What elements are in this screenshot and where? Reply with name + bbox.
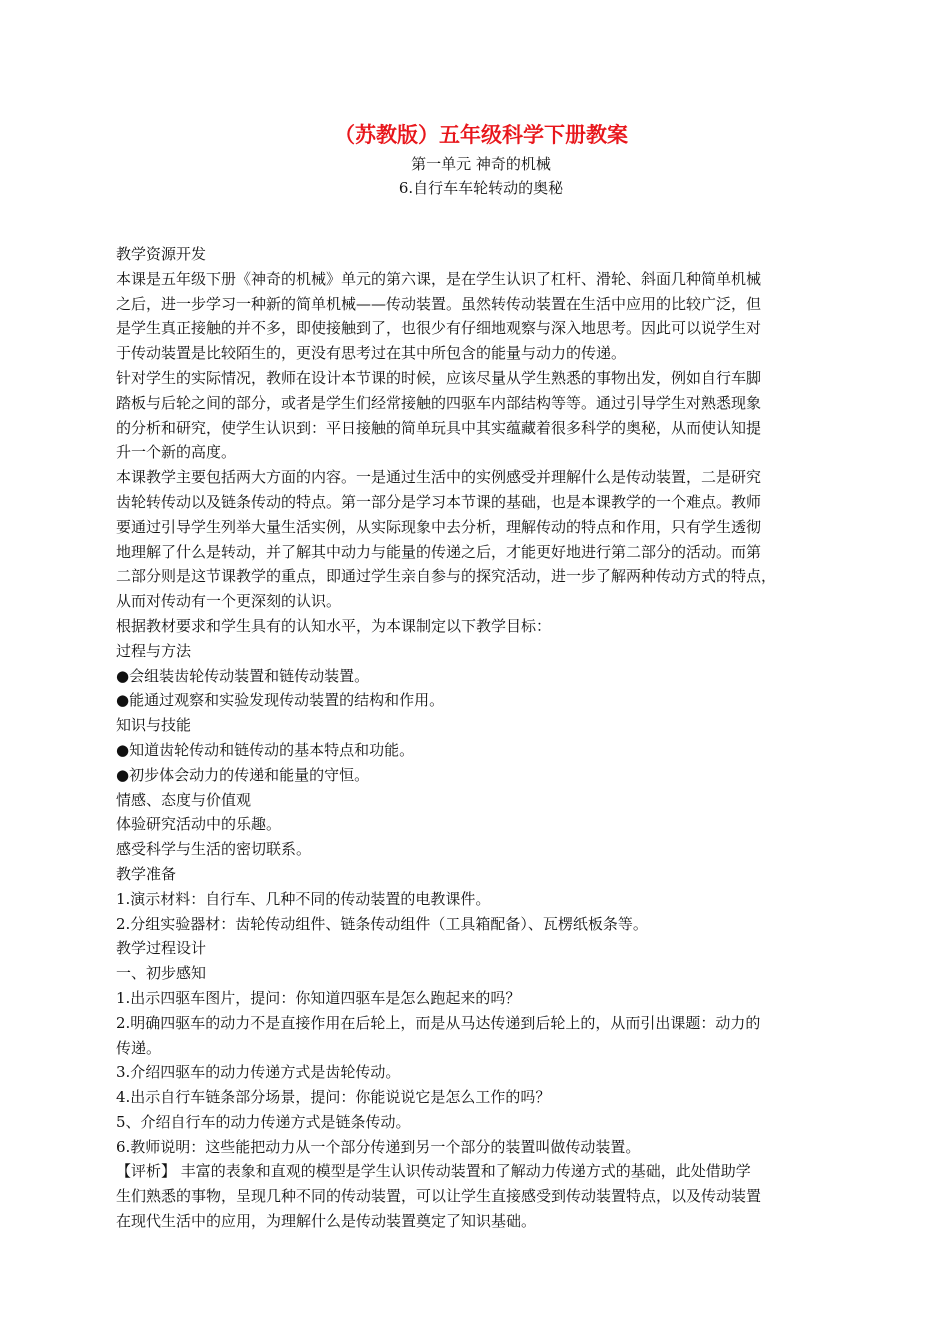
paragraph-line: 根据教材要求和学生具有的认知水平，为本课制定以下教学目标： bbox=[116, 616, 552, 635]
document-body bbox=[116, 242, 846, 1234]
paragraph-line: 从而对传动有一个更深刻的认识。 bbox=[116, 592, 342, 611]
section-heading: 情感、态度与价值观 bbox=[116, 790, 252, 809]
section-gap bbox=[116, 200, 846, 242]
bullet-item bbox=[116, 664, 846, 689]
list-item: 4.出示自行车链条部分场景，提问：你能说说它是怎么工作的吗？ bbox=[116, 1088, 551, 1107]
bullet-item bbox=[116, 688, 846, 713]
section-heading: 知识与技能 bbox=[116, 716, 192, 735]
paragraph-line: 体验研究活动中的乐趣。 bbox=[116, 815, 282, 834]
list-item: 2.明确四驱车的动力不是直接作用在后轮上，而是从马达传递到后轮上的，从而引出课题：动力的 bbox=[116, 1013, 761, 1032]
bullet-item bbox=[116, 738, 846, 763]
section-heading: 过程与方法 bbox=[116, 641, 192, 660]
bullet-text: 知道齿轮传动和链传动的基本特点和功能。 bbox=[129, 740, 415, 759]
paragraph-line: 是学生真正接触的并不多，即使接触到了，也很少有仔细地观察与深入地思考。因此可以说学生对 bbox=[116, 319, 762, 338]
paragraph-line: 升一个新的高度。 bbox=[116, 443, 237, 462]
commentary-line: 【评析】 丰富的表象和直观的模型是学生认识传动装置和了解动力传递方式的基础，此处借助学 bbox=[116, 1162, 751, 1181]
commentary-line: 生们熟悉的事物，呈现几种不同的传动装置，可以让学生直接感受到传动装置特点，以及传动装置 bbox=[116, 1187, 762, 1206]
paragraph-line: 针对学生的实际情况，教师在设计本节课的时候，应该尽量从学生熟悉的事物出发，例如自行车脚 bbox=[116, 368, 762, 387]
bullet-text: 会组装齿轮传动装置和链传动装置。 bbox=[129, 666, 370, 685]
list-item: 6.教师说明：这些能把动力从一个部分传递到另一个部分的装置叫做传动装置。 bbox=[116, 1137, 641, 1156]
paragraph-line: 之后，进一步学习一种新的简单机械——传动装置。虽然转传动装置在生活中应用的比较广泛，但 bbox=[116, 294, 762, 313]
paragraph-line: 地理解了什么是转动，并了解其中动力与能量的传递之后，才能更好地进行第二部分的活动。而第 bbox=[116, 542, 762, 561]
bullet-text: 能通过观察和实验发现传动装置的结构和作用。 bbox=[129, 691, 445, 710]
unit-heading: 第一单元 神奇的机械 bbox=[411, 155, 551, 173]
paragraph-line: 踏板与后轮之间的部分，或者是学生们经常接触的四驱车内部结构等等。通过引导学生对熟悉现象 bbox=[116, 393, 762, 412]
bullet-text: 初步体会动力的传递和能量的守恒。 bbox=[129, 765, 370, 784]
list-item: 1.演示材料：自行车、几种不同的传动装置的电教课件。 bbox=[116, 889, 491, 908]
section-heading: 教学过程设计 bbox=[116, 939, 207, 958]
paragraph-line: 于传动装置是比较陌生的，更没有思考过在其中所包含的能量与动力的传递。 bbox=[116, 344, 627, 363]
commentary-line: 在现代生活中的应用，为理解什么是传动装置奠定了知识基础。 bbox=[116, 1212, 537, 1231]
list-item: 3.介绍四驱车的动力传递方式是齿轮传动。 bbox=[116, 1063, 401, 1082]
paragraph-line: 要通过引导学生列举大量生活实例，从实际现象中去分析，理解传动的特点和作用，只有学生透彻 bbox=[116, 517, 762, 536]
paragraph-line: 本课教学主要包括两大方面的内容。一是通过生活中的实例感受并理解什么是传动装置，二是研究 bbox=[116, 468, 762, 487]
paragraph-line: 感受科学与生活的密切联系。 bbox=[116, 840, 312, 859]
list-item: 传递。 bbox=[116, 1038, 162, 1057]
paragraph-line: 齿轮转传动以及链条传动的特点。第一部分是学习本节课的基础，也是本课教学的一个难点。教师 bbox=[116, 492, 762, 511]
paragraph-line: 二部分则是这节课教学的重点，即通过学生亲自参与的探究活动，进一步了解两种传动方式的特点， bbox=[116, 567, 777, 586]
section-heading: 教学资源开发 bbox=[116, 245, 207, 263]
section-heading: 教学准备 bbox=[116, 864, 177, 883]
list-item: 2.分组实验器材：齿轮传动组件、链条传动组件（工具箱配备）、瓦楞纸板条等。 bbox=[116, 914, 648, 933]
bullet-item bbox=[116, 763, 846, 788]
lesson-heading: 6.自行车车轮转动的奥秘 bbox=[398, 179, 564, 197]
subsection-heading: 一、初步感知 bbox=[116, 964, 207, 983]
list-item: 1.出示四驱车图片，提问：你知道四驱车是怎么跑起来的吗？ bbox=[116, 988, 521, 1007]
document-title: （苏教版）五年级科学下册教案 bbox=[334, 123, 628, 147]
document-page bbox=[116, 118, 846, 1234]
list-item: 5、介绍自行车的动力传递方式是链条传动。 bbox=[116, 1112, 411, 1131]
paragraph-line: 本课是五年级下册《神奇的机械》单元的第六课，是在学生认识了杠杆、滑轮、斜面几种简单机械 bbox=[116, 269, 762, 288]
paragraph-line: 的分析和研究，使学生认识到：平日接触的简单玩具中其实蕴藏着很多科学的奥秘，从而使认知提 bbox=[116, 418, 762, 437]
